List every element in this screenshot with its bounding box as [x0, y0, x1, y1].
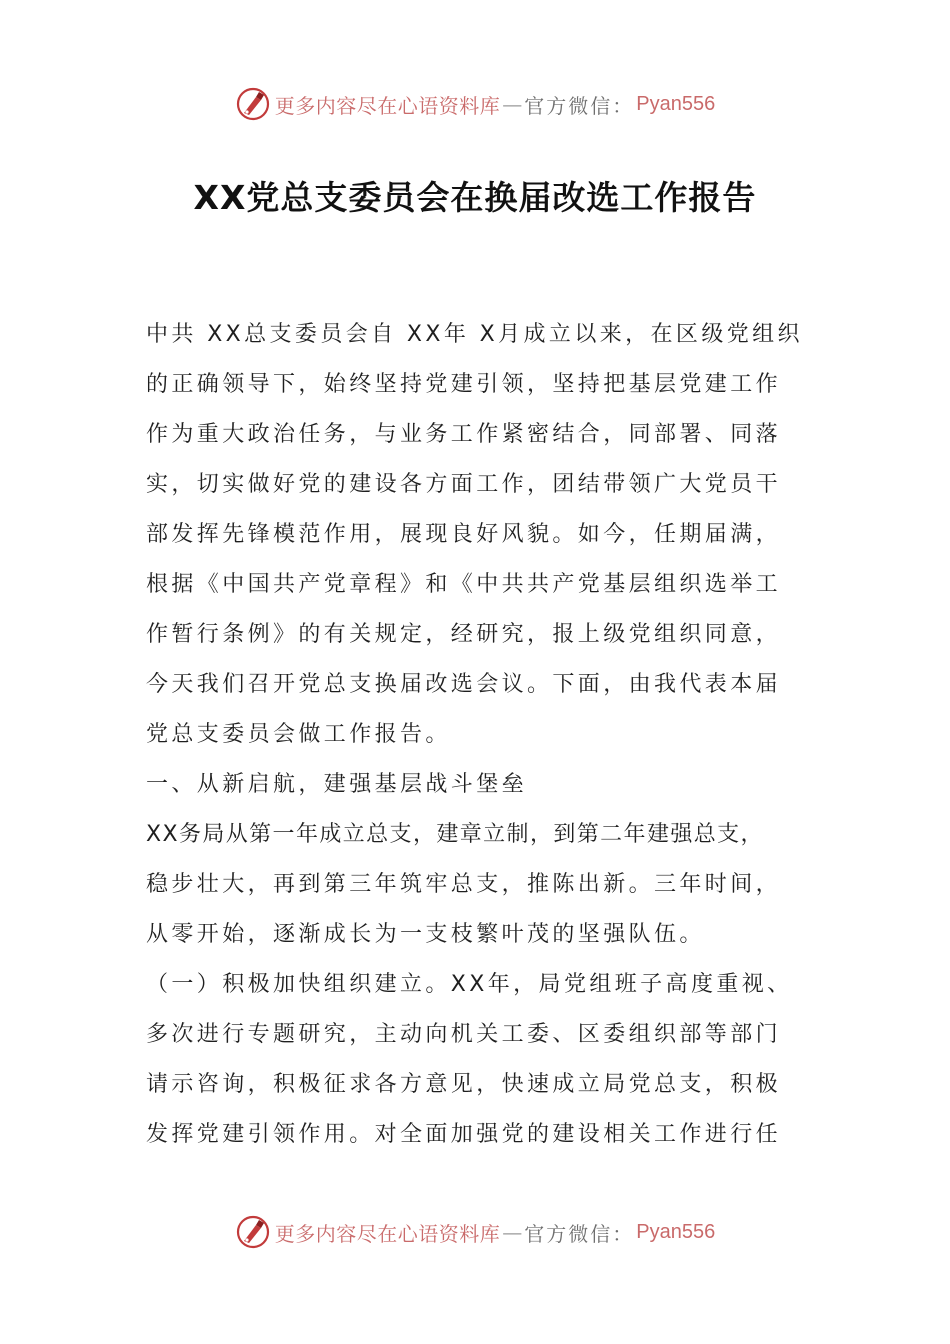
watermark-wechat-id: Pyan556 [636, 92, 716, 115]
paragraph-line: 作为重大政治任务，与业务工作紧密结合，同部署、同落 [146, 422, 782, 447]
document-title: XX党总支委员会在换届改选工作报告 [193, 178, 757, 217]
pen-nib-logo-icon [235, 1214, 271, 1250]
watermark-dash: — [502, 1220, 523, 1244]
watermark-text: 更多内容尽在心语资料库 [274, 93, 501, 118]
watermark-label: 官方微信： [524, 93, 635, 118]
pen-nib-logo-icon [235, 86, 271, 122]
paragraph-line: 从零开始，逐渐成长为一支枝繁叶茂的坚强队伍。 [146, 922, 705, 947]
watermark-label: 官方微信： [524, 1221, 635, 1246]
paragraph-line: 部发挥先锋模范作用，展现良好风貌。如今，任期届满， [146, 522, 782, 547]
paragraph-line: 作暂行条例》的有关规定，经研究，报上级党组织同意， [146, 622, 782, 647]
watermark-dash: — [502, 92, 523, 116]
header-watermark [0, 84, 950, 124]
paragraph-line: 根据《中国共产党章程》和《中共共产党基层组织选举工 [146, 572, 782, 597]
paragraph-line: 多次进行专题研究，主动向机关工委、区委组织部等部门 [146, 1022, 782, 1047]
footer-watermark [0, 1212, 950, 1252]
paragraph-line: 党总支委员会做工作报告。 [146, 722, 451, 747]
document-body [146, 310, 816, 1160]
paragraph-line: 实，切实做好党的建设各方面工作，团结带领广大党员干 [146, 472, 782, 497]
watermark-text: 更多内容尽在心语资料库 [274, 1221, 501, 1246]
section-heading: 一、从新启航，建强基层战斗堡垒 [146, 772, 528, 797]
paragraph-line: XX务局从第一年成立总支，建章立制，到第二年建强总支， [146, 822, 764, 847]
paragraph-line: 中共 XX总支委员会自 XX年 X月成立以来，在区级党组织 [146, 322, 803, 347]
watermark-wechat-id: Pyan556 [636, 1220, 716, 1243]
paragraph-line: 发挥党建引领作用。对全面加强党的建设相关工作进行任 [146, 1122, 782, 1147]
subsection-line: （一）积极加快组织建立。XX年，局党组班子高度重视、 [146, 972, 793, 997]
paragraph-line: 稳步壮大，再到第三年筑牢总支，推陈出新。三年时间， [146, 872, 782, 897]
paragraph-line: 今天我们召开党总支换届改选会议。下面，由我代表本届 [146, 672, 782, 697]
paragraph-line: 请示咨询，积极征求各方意见，快速成立局党总支，积极 [146, 1072, 782, 1097]
paragraph-line: 的正确领导下，始终坚持党建引领，坚持把基层党建工作 [146, 372, 782, 397]
